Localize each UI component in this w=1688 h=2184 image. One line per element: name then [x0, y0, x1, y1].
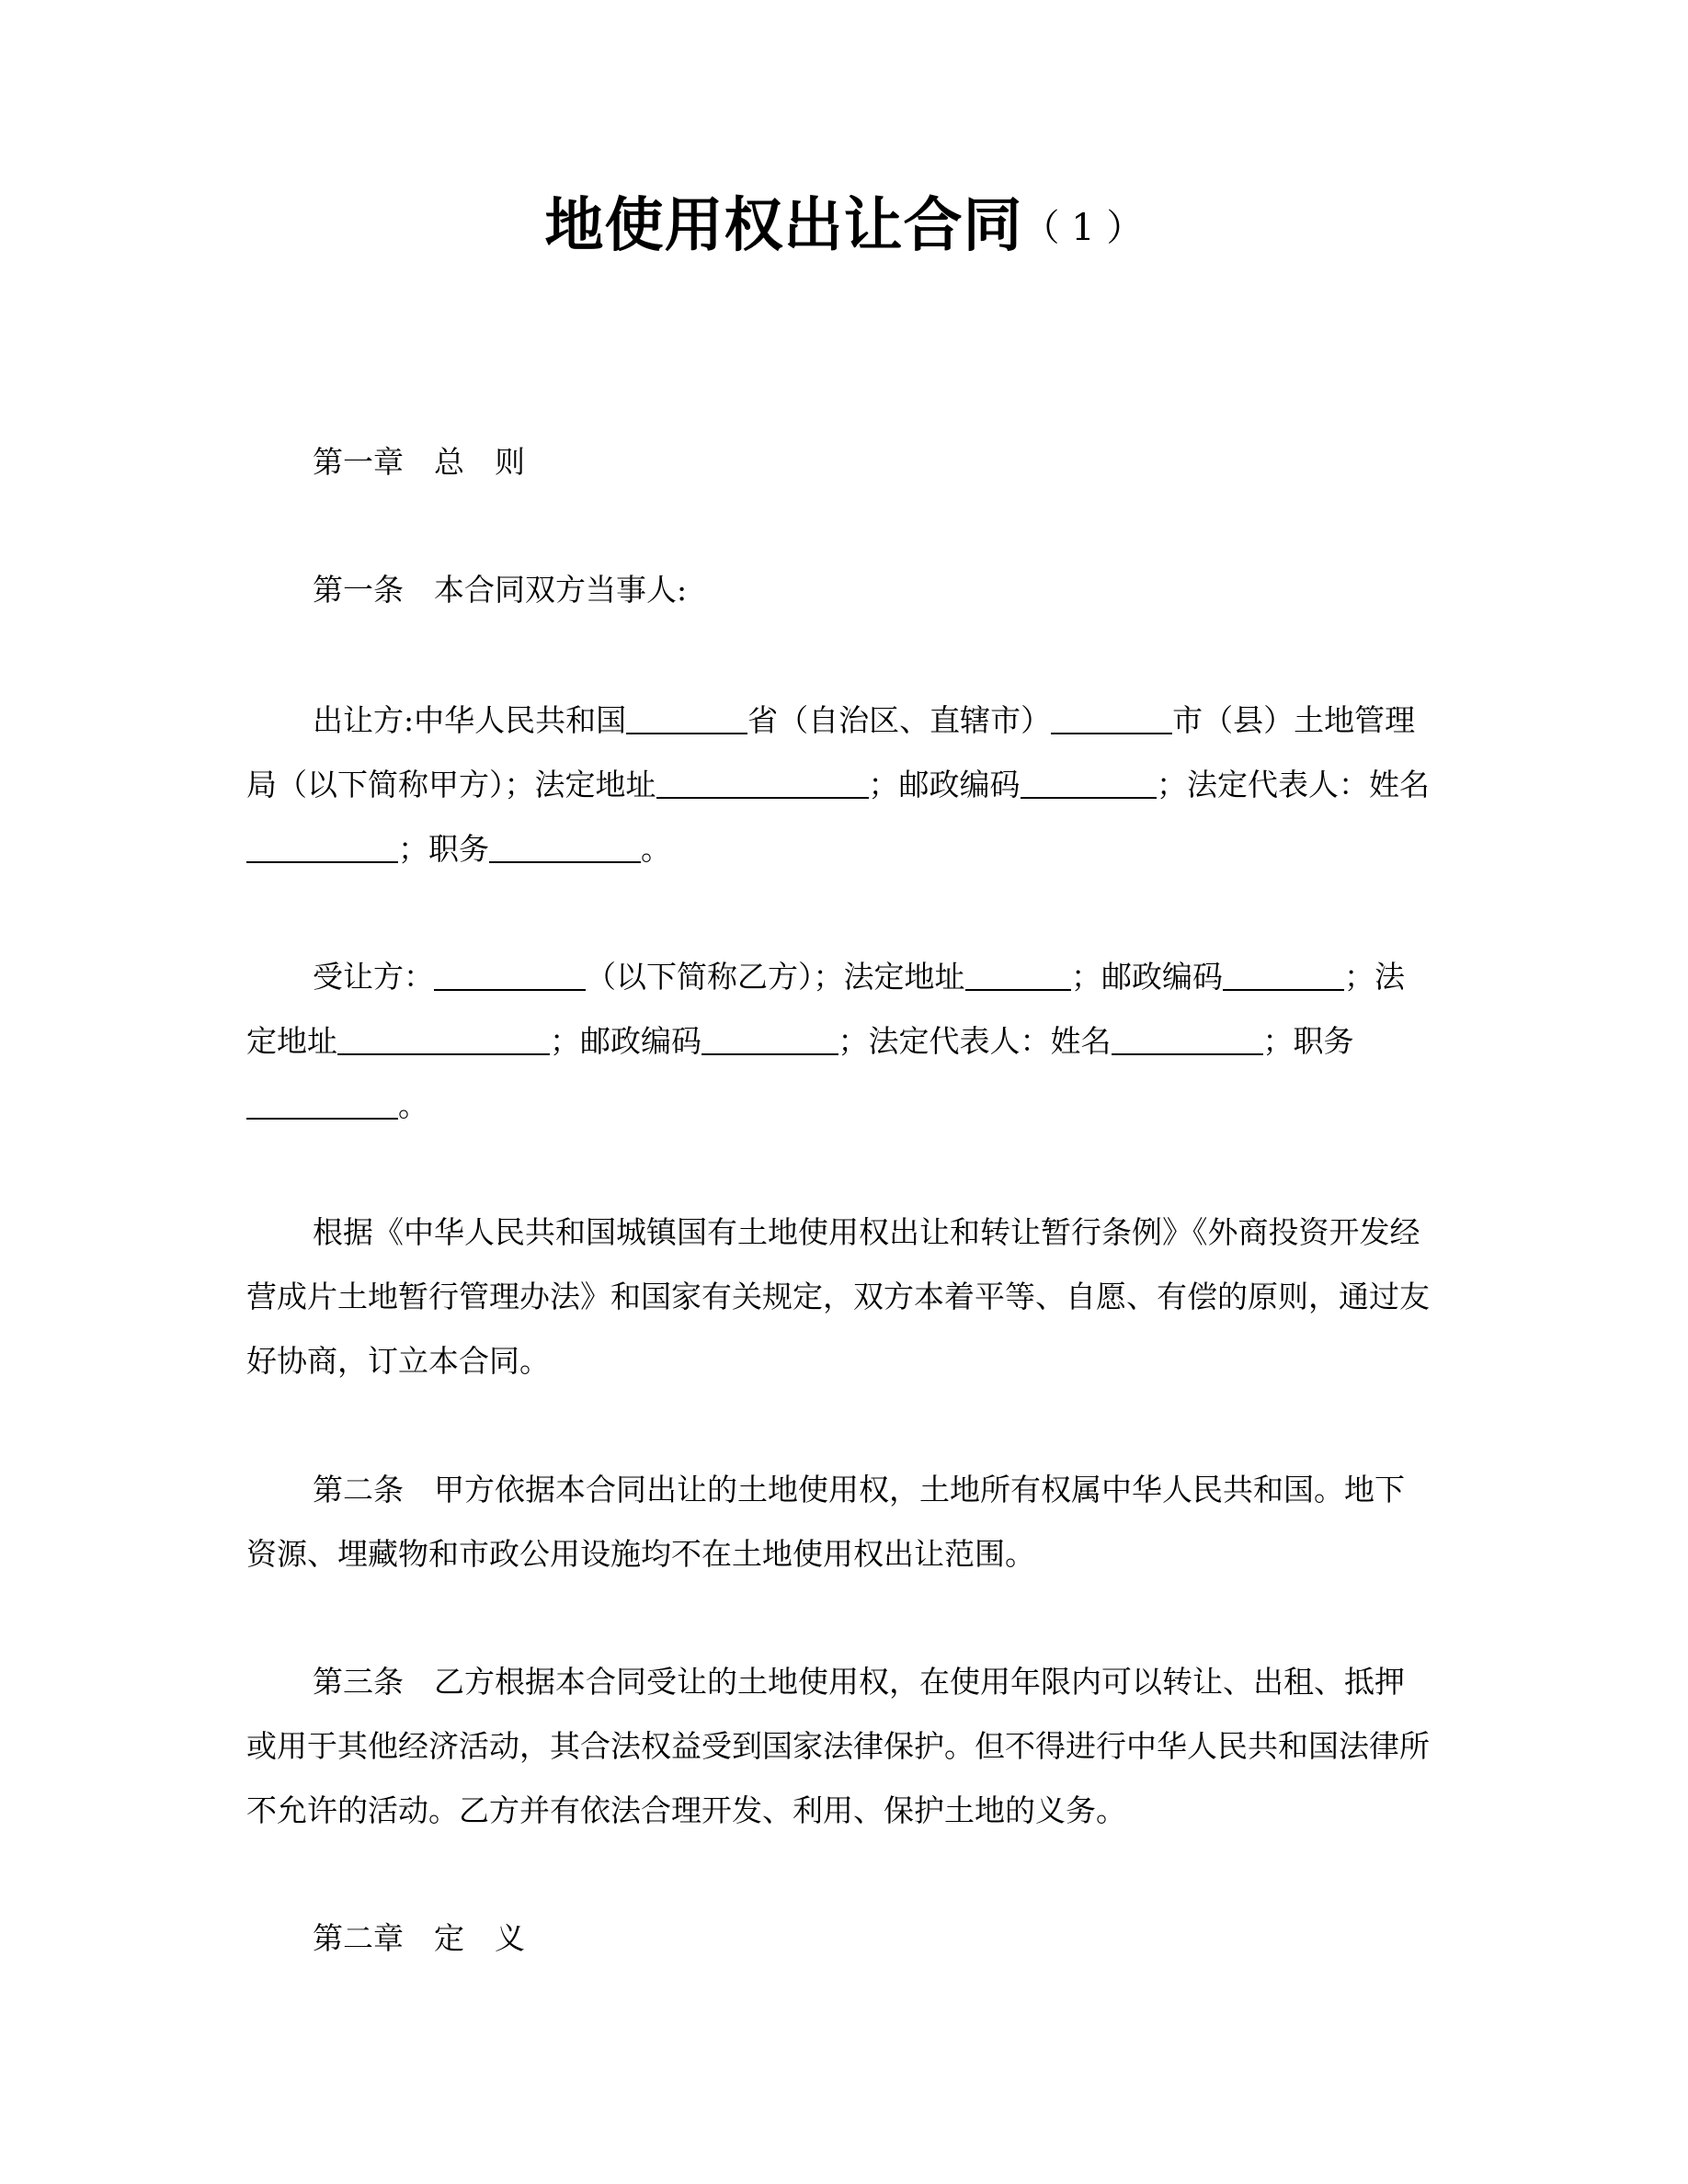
text-run: 第一条 本合同双方当事人:	[313, 572, 688, 608]
chapter-2-heading	[246, 1906, 1432, 1971]
fill-in-blank	[965, 958, 1072, 991]
article-3-paragraph	[246, 1650, 1432, 1843]
document-title	[0, 192, 1688, 260]
fill-in-blank	[1021, 766, 1158, 799]
text-run: 省（自治区、直辖市）	[747, 702, 1052, 738]
fill-in-blank	[337, 1022, 550, 1055]
fill-in-blank	[246, 1086, 398, 1120]
text-run: ；邮政编码	[550, 1023, 701, 1059]
text-run: 。	[398, 1087, 428, 1123]
transferee-paragraph	[246, 945, 1432, 1138]
text-run: 第一章 总 则	[313, 444, 525, 480]
text-run: 第二条 甲方依据本合同出让的土地使用权，土地所有权属中华人民共和国。地下资源、埋藏物和市政公用设施均不在土地使用权出让范围。	[246, 1472, 1405, 1572]
text-run: ；法定代表人：姓名	[838, 1023, 1112, 1059]
fill-in-blank	[489, 830, 641, 863]
text-run: ；职务	[1262, 1023, 1354, 1059]
article-2-paragraph	[246, 1458, 1432, 1587]
text-run: ；邮政编码	[1071, 959, 1223, 995]
fill-in-blank	[701, 1022, 838, 1055]
fill-in-blank	[1283, 958, 1344, 991]
fill-in-blank	[1051, 701, 1172, 734]
text-run: 根据《中华人民共和国城镇国有土地使用权出让和转让暂行条例》《外商投资开发经营成片土地暂行管理办法》和国家有关规定，双方本着平等、自愿、有偿的原则，通过友好协商，订立本合同。	[246, 1214, 1430, 1379]
text-run: 出让方:中华人民共和国	[313, 702, 627, 738]
transferor-paragraph	[246, 688, 1432, 882]
text-run: ；法定代表人：姓名	[1157, 767, 1430, 802]
fill-in-blank	[1112, 1022, 1263, 1055]
title-text: 地使用权出让合同	[544, 192, 1023, 260]
text-run: 受让方：	[313, 959, 434, 995]
text-run: 。	[641, 831, 671, 867]
text-run: ；法定地址	[246, 959, 1405, 1059]
text-run: ；邮政编码	[868, 767, 1021, 802]
fill-in-blank	[1223, 958, 1283, 991]
text-run: （以下简称乙方）；法定地址	[586, 959, 965, 995]
text-run: 第二章 定 义	[313, 1920, 525, 1956]
text-run: ；职务	[398, 831, 489, 867]
fill-in-blank	[626, 701, 747, 734]
chapter-1-heading	[246, 430, 1432, 495]
title-suffix: （ 1 ）	[1022, 207, 1144, 249]
text-run: 市（县）土地管理局（以下简称甲方）；法定地址	[246, 702, 1416, 802]
fill-in-blank	[434, 958, 586, 991]
text-run: 第三条 乙方根据本合同受让的土地使用权，在使用年限内可以转让、出租、抵押或用于其他经济活动，其合法权益受到国家法律保护。但不得进行中华人民共和国法律所不允许的活动。乙方并有依法合理开发、利用、保护土地的义务。	[246, 1664, 1430, 1828]
fill-in-blank	[246, 830, 398, 863]
basis-paragraph	[246, 1200, 1432, 1393]
article-1-heading	[246, 558, 1432, 622]
fill-in-blank	[656, 766, 869, 799]
